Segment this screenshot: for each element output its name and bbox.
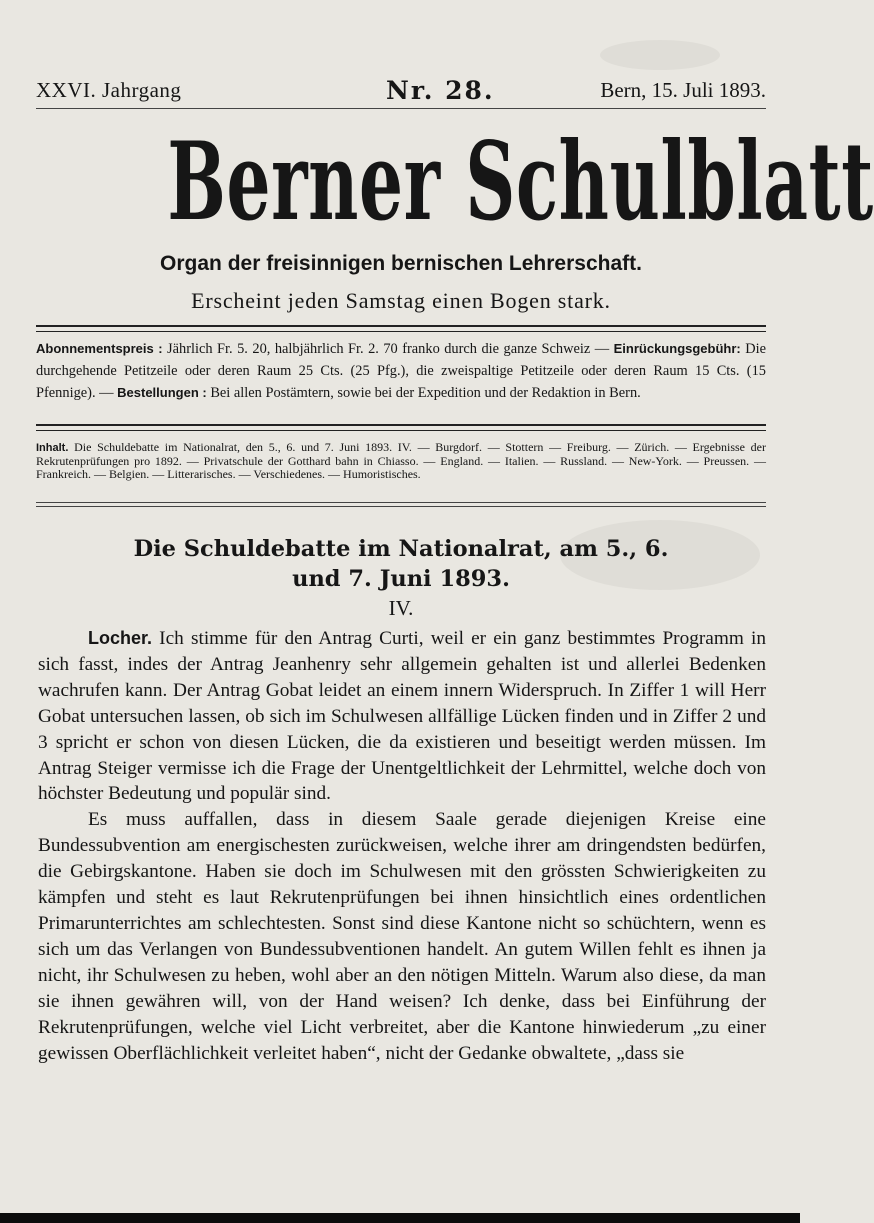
abo-label: Abonnementspreis : xyxy=(36,341,163,356)
article-title xyxy=(36,534,766,594)
subscription-info xyxy=(36,338,766,404)
best-text: Bei allen Postämtern, sowie bei der Expedition und der Redaktion in Bern. xyxy=(206,385,641,401)
double-rule xyxy=(36,325,766,332)
article-title-line2: und 7. Juni 1893. xyxy=(292,566,510,592)
article-paragraph xyxy=(38,626,766,807)
contents-text: Die Schuldebatte im Nationalrat, den 5., 6. und 7. Juni 1893. IV. — Burgdorf. — Stottern — Freiburg. — Zürich. — Ergebnisse der Rekrutenprüfungen pro 1892. — Privatschule der Gotthard bahn in Chiasso. — England. — Italien. — Russland. — New-York. — Preussen. — Frankreich. — Belgien. — Litterarisches. — Verschiedenes. — Humoristisches. xyxy=(36,440,766,481)
einr-label: Einrückungsgebühr: xyxy=(613,341,741,356)
scan-edge xyxy=(0,1213,800,1223)
article-body xyxy=(38,626,766,1066)
contents-label: Inhalt. xyxy=(36,442,69,454)
double-rule xyxy=(36,502,766,507)
issue-header xyxy=(36,76,766,105)
paragraph-text: Ich stimme für den Antrag Curti, weil er ein ganz bestimmtes Programm in sich fasst, indes der Antrag Jeanhenry sehr allgemein gehalten ist und allerlei Bedenken wachrufen kann. Der Antrag Gobat leidet an einem innern Widerspruch. In Ziffer 1 will Herr Gobat untersuchen lassen, ob sich im Schulwesen allfällige Lücken finden und in Ziffer 2 und 3 spricht er schon von diesen Lücken, die da existieren und beseitigt werden müssen. Im Antrag Steiger vermisse ich die Frage der Unentgeltlichkeit der Lehrmittel, welche doch von höchster Bedeutung und populär sind. xyxy=(38,628,766,805)
article-paragraph: Es muss auffallen, dass in diesem Saale gerade diejenigen Kreise eine Bundessubvention am energischesten zurückweisen, welche ihrer am dringendsten bedürfen, die Gebirgskantone. Haben sie doch im Schulwesen mit den grössten Schwierigkeiten zu kämpfen und steht es laut Rekrutenprüfungen bei ihnen hinsichtlich eines ordentlichen Primarunterrichtes am schlechtesten. Sonst sind diese Kantone nicht so schüchtern, wenn es sich um das Verlangen von Bundessubventionen handelt. An gutem Willen fehlt es ihnen ja nicht, ihr Schulwesen zu heben, wohl aber an den nötigen Mitteln. Warum also diese, da man sie ihnen gewähren will, von der Hand weisen? Ich denke, dass bei Einführung der Rekrutenprüfungen, welche viel Licht verbreitet, aber die Kantone hinwiederum „zu einer gewissen Oberflächlichkeit verleitet haben“, nicht der Gedanke obwaltete, „dass sie xyxy=(38,809,766,1064)
einr-text: Die durchgehende Petitzeile oder deren Raum 25 Cts. (25 Pfg.), die zweispaltige Petitzeile oder deren Raum 15 Cts. (15 Pfennige). — xyxy=(36,341,766,401)
abo-text: Jährlich Fr. 5. 20, halbjährlich Fr. 2. 70 franko durch die ganze Schweiz — xyxy=(162,341,614,357)
masthead-frequency: Erscheint jeden Samstag einen Bogen stark. xyxy=(191,288,611,313)
volume-label: XXVI. Jahrgang xyxy=(36,78,182,102)
issue-number: Nr. 28. xyxy=(386,76,495,105)
table-of-contents xyxy=(36,441,766,481)
article-section: IV. xyxy=(388,596,414,620)
speaker-name: Locher. xyxy=(88,628,153,648)
header-rule xyxy=(36,108,766,109)
issue-date: Bern, 15. Juli 1893. xyxy=(600,78,766,102)
paper-stain xyxy=(600,40,720,70)
double-rule xyxy=(36,424,766,431)
masthead-title: Berner Schulblatt xyxy=(167,119,874,245)
article-title-line1: Die Schuldebatte im Nationalrat, am 5., 6. xyxy=(133,536,669,562)
best-label: Bestellungen : xyxy=(117,385,207,400)
masthead-organ: Organ der freisinnigen bernischen Lehrerschaft. xyxy=(160,252,642,275)
